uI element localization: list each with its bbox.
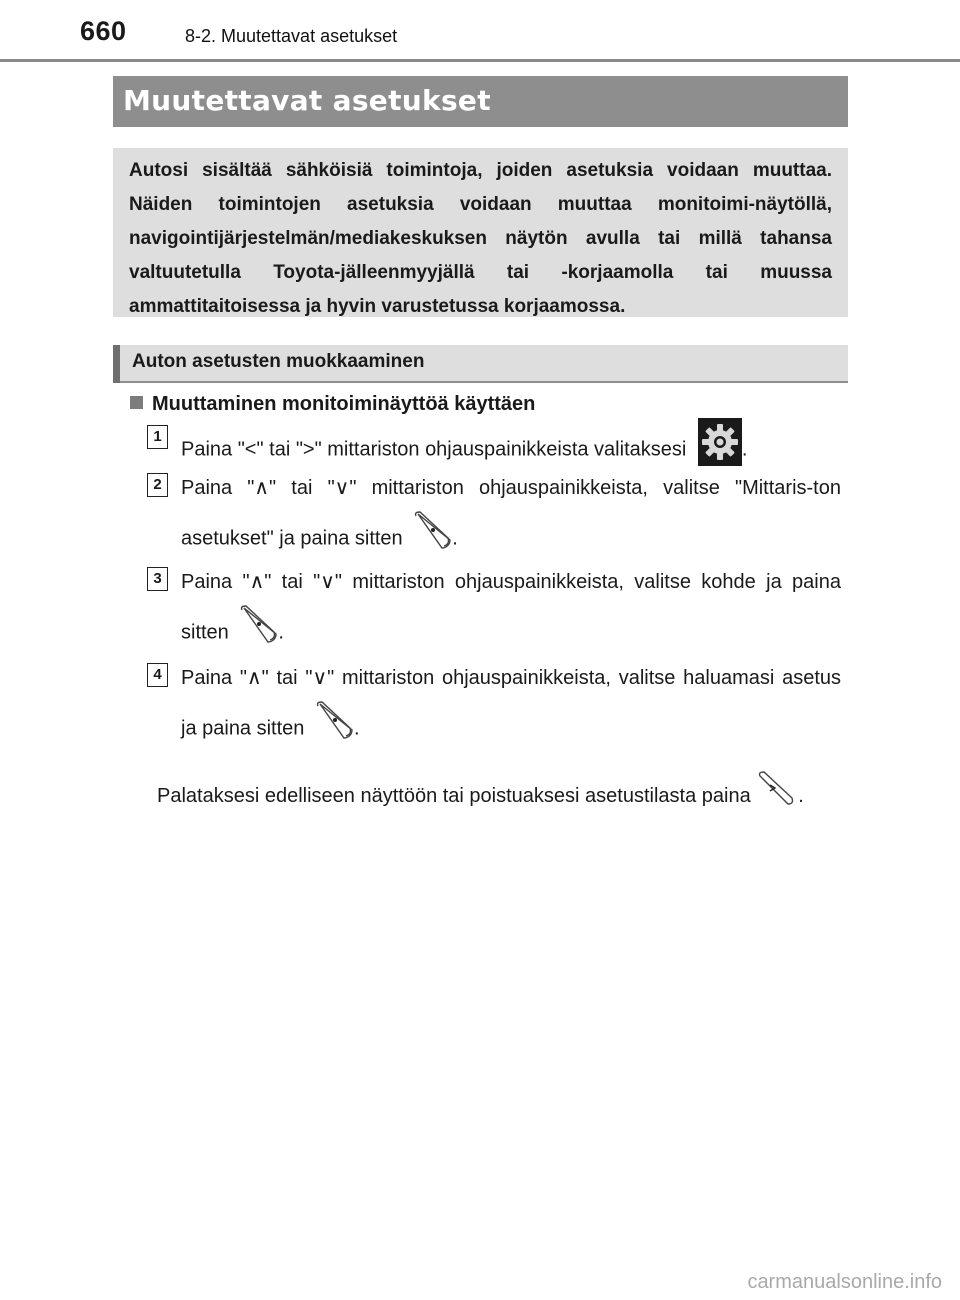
enter-button-icon [238, 604, 278, 662]
step-1-end: . [741, 438, 748, 461]
header-rule [0, 59, 960, 62]
note-text: Palataksesi edelliseen näyttöön tai poistuaksesi asetustilasta paina [157, 784, 751, 807]
bullet-square-icon [130, 396, 143, 409]
step-3 [181, 560, 841, 662]
step-number-1: 1 [147, 425, 168, 449]
step-2-text: Paina "∧" tai "∨" mittariston ohjauspainikkeista, valitse "Mittaris-ton asetukset" ja paina sitten [181, 477, 841, 550]
chapter-title: 8-2. Muutettavat asetukset [185, 26, 398, 46]
subheading-text: Muuttaminen monitoiminäyttöä käyttäen [152, 393, 536, 415]
step-3-text: Paina "∧" tai "∨" mittariston ohjauspainikkeista, valitse kohde ja paina sitten [181, 571, 841, 644]
step-2 [181, 466, 841, 568]
back-button-icon [756, 768, 796, 825]
page-number: 660 [80, 16, 127, 46]
title-bar [113, 76, 848, 127]
page-title: Muutettavat asetukset [123, 84, 491, 117]
step-4 [181, 656, 841, 758]
watermark: carmanualsonline.info [747, 1271, 942, 1293]
section-bar [113, 345, 848, 383]
step-3-end: . [278, 621, 284, 644]
subheading [130, 393, 535, 416]
intro-text: Autosi sisältää sähköisiä toimintoja, joiden asetuksia voidaan muuttaa. Näiden toimintojen asetuksia voidaan muuttaa monitoimi-näytöllä, navigointijärjestelmän/mediakeskuksen näytön avulla tai millä tahansa valtuutetulla Toyota-jälleenmyyjällä tai -korjaamolla tai muussa ammattitaitoisessa ja hyvin varustetussa korjaamossa. [129, 160, 832, 317]
section-accent [113, 345, 120, 383]
step-4-end: . [353, 717, 360, 740]
enter-button-icon [314, 700, 354, 758]
step-number-4: 4 [147, 663, 168, 687]
step-2-end: . [452, 527, 458, 550]
note-end: . [798, 784, 804, 807]
step-number-2: 2 [147, 473, 168, 497]
intro-box [113, 148, 848, 317]
section-title: Auton asetusten muokkaaminen [132, 351, 425, 372]
note [157, 768, 841, 825]
step-number-3: 3 [147, 567, 168, 591]
step-1-text: Paina "<" tai ">" mittariston ohjauspainikkeista valitaksesi [181, 438, 687, 461]
step-4-text: Paina "∧" tai "∨" mittariston ohjauspainikkeista, valitse haluamasi asetus ja paina sitten [181, 667, 841, 740]
